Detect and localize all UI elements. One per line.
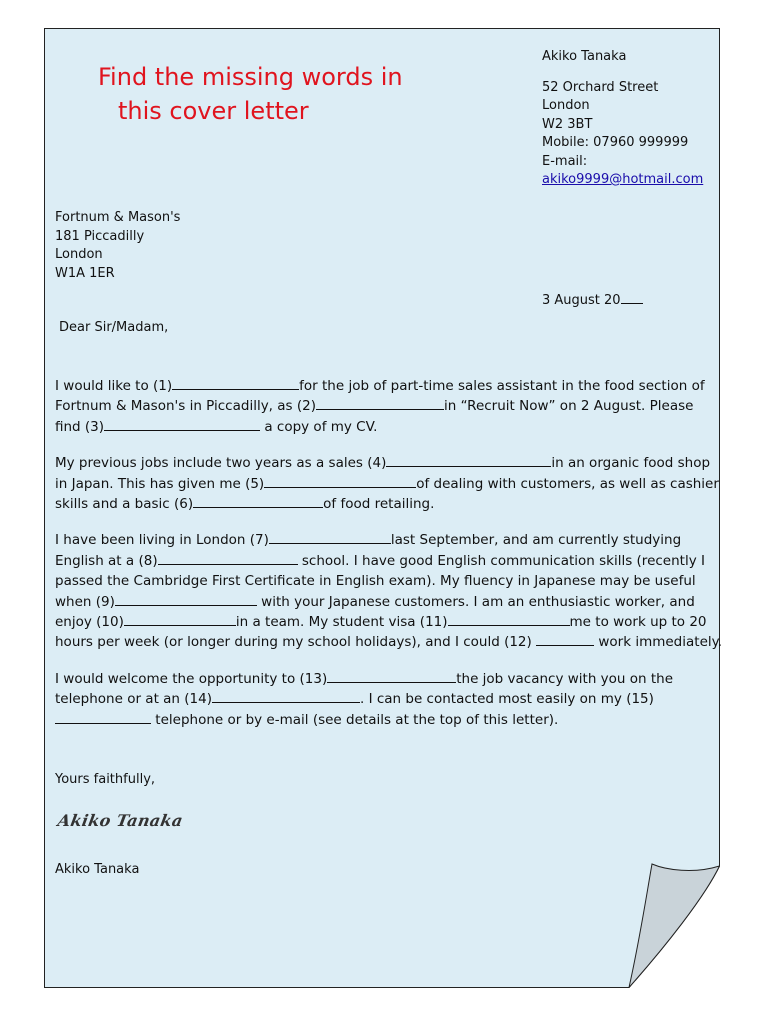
- paragraph-4: [55, 669, 723, 730]
- recipient-postcode: W1A 1ER: [55, 265, 115, 281]
- paragraph-text: of dealing with customers, as well as cashier skills and a basic (6): [55, 475, 719, 513]
- blank-15: [55, 710, 151, 724]
- paragraph-text: I would welcome the opportunity to (13): [55, 670, 328, 687]
- blank-3: [104, 417, 260, 431]
- sender-email-label: E-mail:: [542, 153, 588, 169]
- blank-9: [115, 592, 257, 606]
- sender-email-link[interactable]: akiko9999@hotmail.com: [542, 172, 704, 187]
- blank-5: [264, 474, 416, 488]
- paragraph-1: [55, 376, 723, 437]
- letter-sheet: [44, 28, 720, 988]
- date-text: 3 August 20: [542, 293, 621, 308]
- paragraph-text: with your Japanese customers. I am an enthusiastic worker, and enjoy (10): [55, 593, 695, 631]
- title-line-2: this cover letter: [118, 97, 309, 125]
- blank-11: [448, 612, 570, 626]
- blank-12: [536, 632, 594, 646]
- blank-6: [193, 494, 323, 508]
- paragraph-text: I would like to (1): [55, 378, 173, 394]
- recipient-street: 181 Piccadilly: [55, 228, 145, 244]
- sender-mobile: Mobile: 07960 999999: [542, 135, 689, 150]
- paragraph-text: I have been living in London (7): [55, 532, 269, 549]
- paragraph-2: [55, 453, 723, 514]
- blank-7: [269, 530, 391, 544]
- blank-14: [212, 689, 360, 703]
- blank-8: [158, 551, 298, 565]
- paragraph-text: for the job of part-time sales assistant in the food section of Fortnum & Mason's in Piccadilly, as (2): [55, 378, 705, 415]
- paragraph-text: the job vacancy with you on the telephone or at an (14): [55, 670, 674, 708]
- date-blank: [621, 290, 643, 304]
- paragraph-text: in an organic food shop in Japan. This has given me (5): [55, 455, 711, 492]
- blank-13: [327, 669, 456, 683]
- blank-10: [124, 612, 236, 626]
- sender-name: Akiko Tanaka: [542, 49, 627, 64]
- paragraph-text: last September, and am currently studying English at a (8): [55, 532, 682, 569]
- paragraph-text: telephone or by e-mail (see details at the top of this letter).: [151, 711, 559, 728]
- sender-postcode: W2 3BT: [542, 116, 593, 132]
- sender-city: London: [542, 98, 590, 113]
- paragraph-text: school. I have good English communication skills (recently I passed the Cambridge First Certificate in English exam). My fluency in Japanese may be useful when (9): [55, 552, 705, 610]
- sender-address: [542, 48, 703, 190]
- paragraph-text: My previous jobs include two years as a sales (4): [55, 455, 387, 472]
- letter-body: [55, 376, 723, 746]
- title-line-1: Find the missing words in: [98, 63, 403, 91]
- paragraph-text: in “Recruit Now” on 2 August. Please find (3): [55, 398, 694, 435]
- blank-4: [386, 453, 551, 467]
- closing: Yours faithfully,: [55, 772, 156, 787]
- paragraph-text: of food retailing.: [323, 496, 435, 513]
- paragraph-3: [55, 530, 723, 652]
- paragraph-text: work immediately.: [594, 634, 722, 651]
- blank-1: [172, 376, 299, 390]
- paragraph-text: . I can be contacted most easily on my (15): [359, 691, 654, 708]
- signed-name: Akiko Tanaka: [55, 862, 140, 877]
- paragraph-text: a copy of my CV.: [260, 418, 378, 435]
- paragraph-text: me to work up to 20 hours per week (or longer during my school holidays), and I could (12): [55, 614, 707, 651]
- greeting: Dear Sir/Madam,: [59, 320, 169, 335]
- blank-2: [316, 396, 444, 410]
- paragraph-text: in a team. My student visa (11): [235, 614, 448, 631]
- sender-street: 52 Orchard Street: [542, 79, 659, 95]
- recipient-city: London: [55, 247, 103, 262]
- recipient-company: Fortnum & Mason's: [55, 210, 181, 225]
- worksheet-title: [98, 60, 403, 128]
- recipient-address: [55, 209, 180, 283]
- handwritten-signature: Akiko Tanaka: [56, 811, 185, 830]
- letter-date: [542, 290, 643, 308]
